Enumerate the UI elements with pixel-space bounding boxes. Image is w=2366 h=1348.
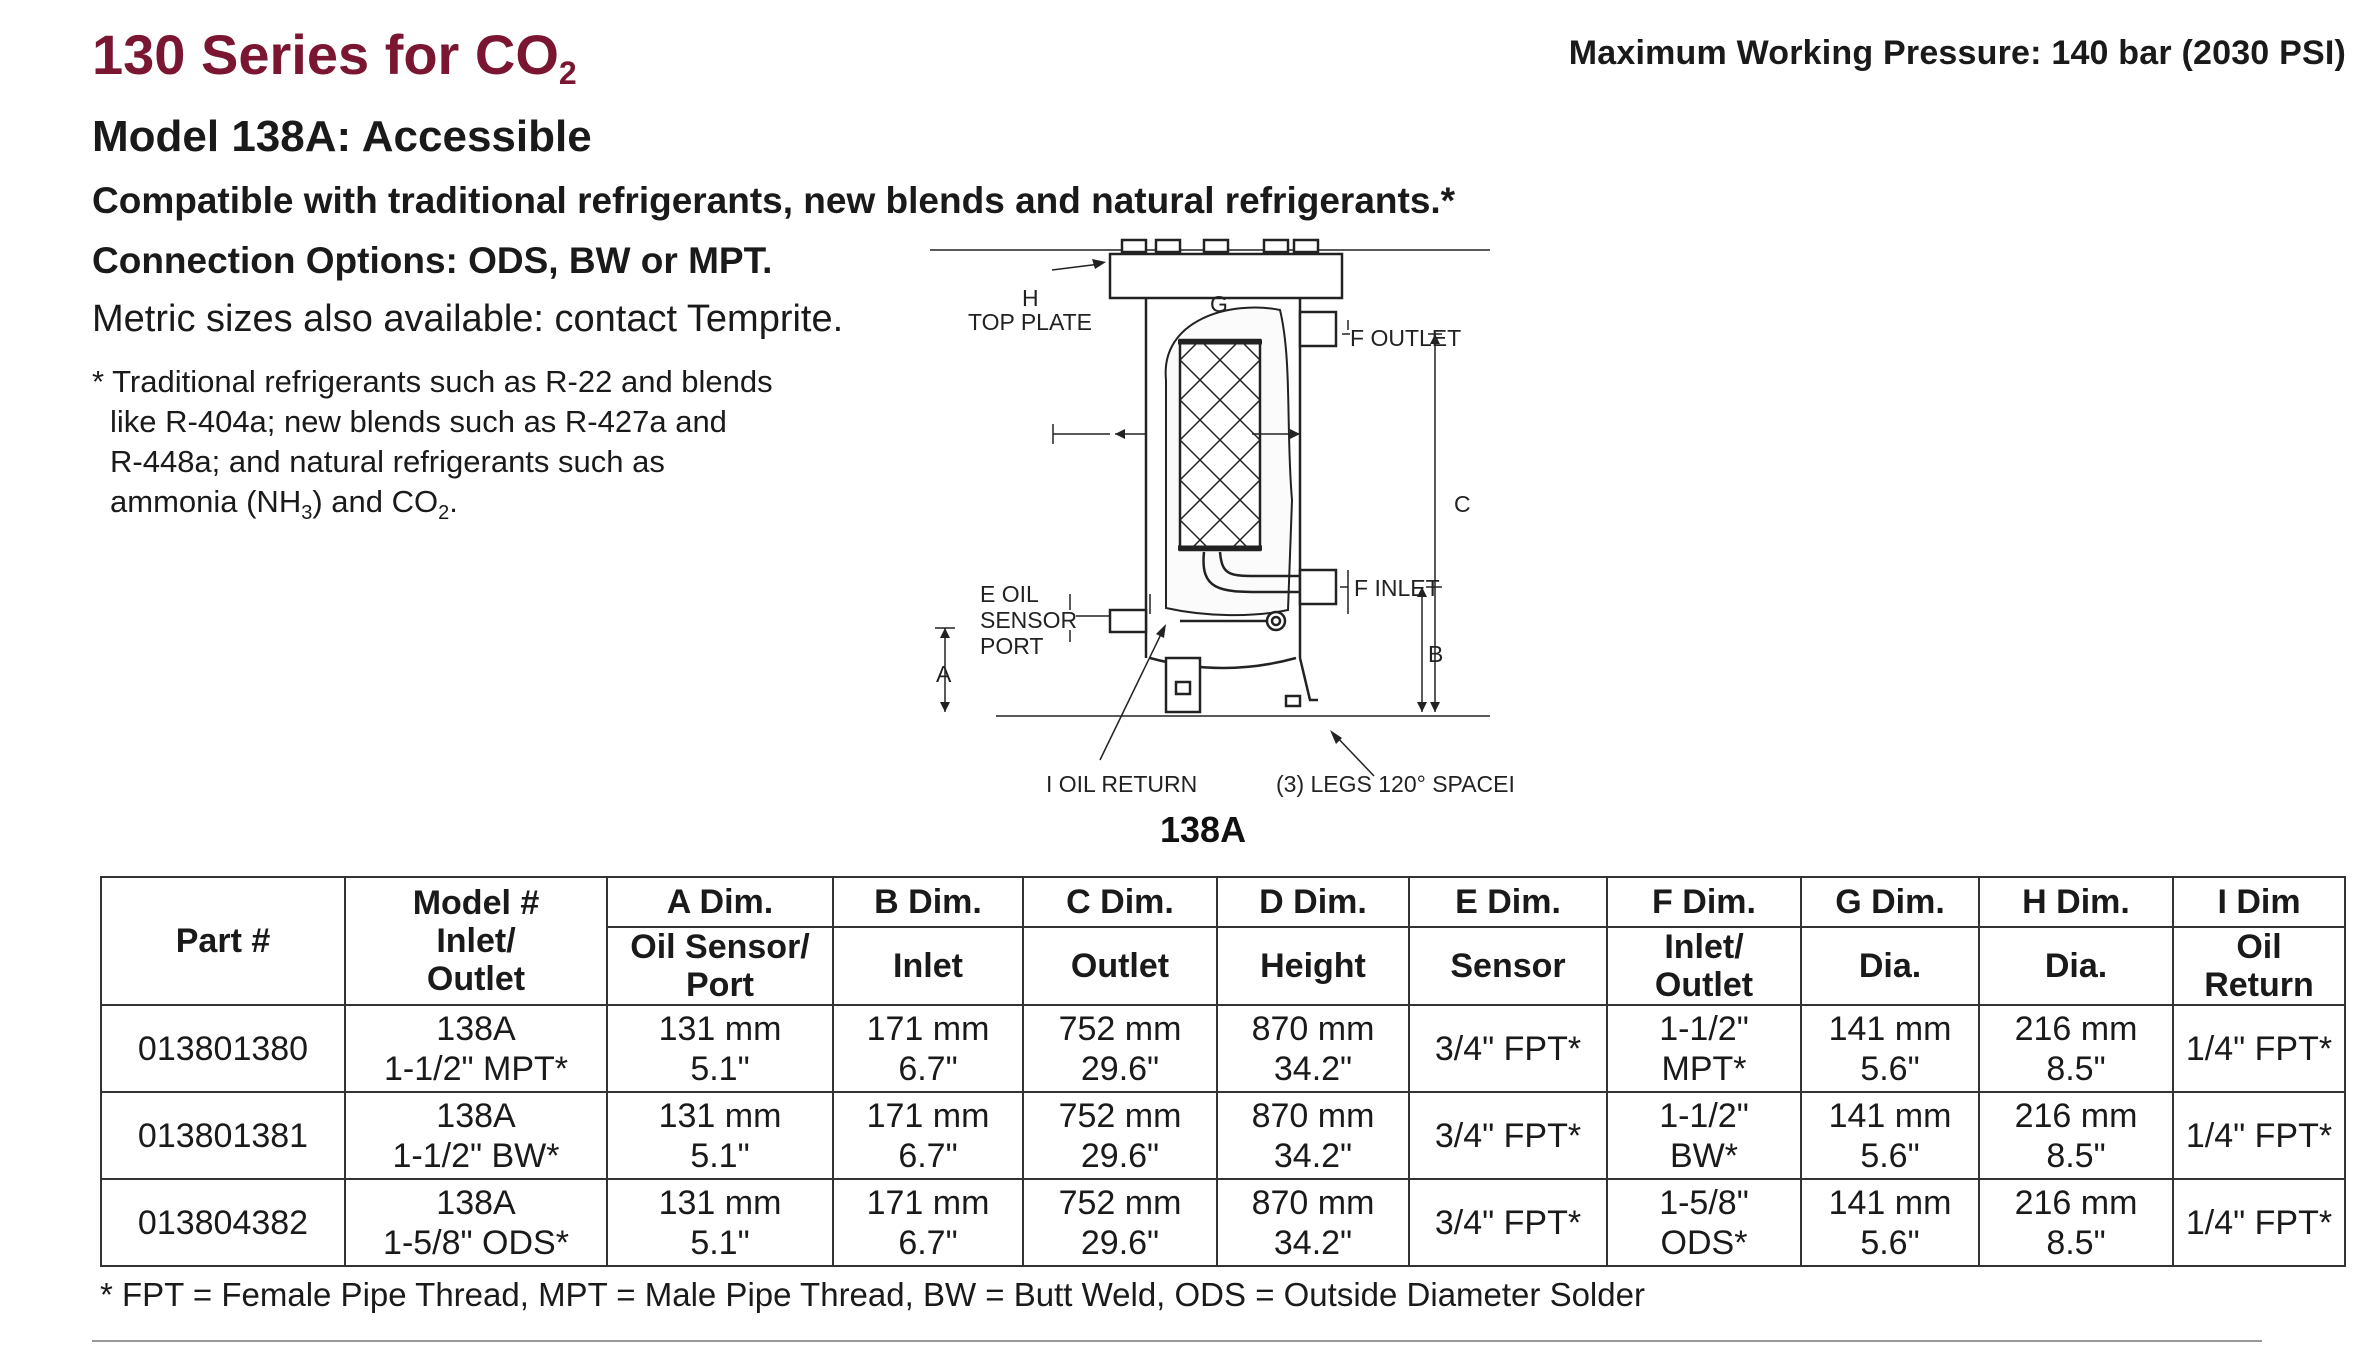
cell-d: 870 mm 34.2" (1217, 1005, 1409, 1092)
cell-c: 752 mm 29.6" (1023, 1005, 1217, 1092)
header-b-dim: B Dim. (833, 877, 1023, 927)
diagram-caption: 138A (1160, 809, 1247, 850)
cell-e: 3/4" FPT* (1409, 1005, 1607, 1092)
header-c-sub: Outlet (1023, 927, 1217, 1005)
title-subscript: 2 (558, 55, 577, 91)
model-heading: Model 138A: Accessible (92, 112, 592, 161)
specification-table (100, 876, 2346, 1267)
header-model: Model # Inlet/ Outlet (345, 877, 607, 1005)
cell-a: 131 mm 5.1" (607, 1179, 833, 1266)
label-e-port: PORT (980, 633, 1044, 659)
connection-options: Connection Options: ODS, BW or MPT. (92, 240, 773, 281)
cell-model: 138A 1-1/2" MPT* (345, 1005, 607, 1092)
cell-d: 870 mm 34.2" (1217, 1179, 1409, 1266)
oil-separator-diagram (930, 230, 1515, 860)
cell-h: 216 mm 8.5" (1979, 1092, 2173, 1179)
label-h: H (1022, 285, 1039, 311)
cell-f: 1-1/2" BW* (1607, 1092, 1801, 1179)
header-g-sub: Dia. (1801, 927, 1979, 1005)
cell-c: 752 mm 29.6" (1023, 1092, 1217, 1179)
max-working-pressure: Maximum Working Pressure: 140 bar (2030 PSI) (1568, 34, 2346, 72)
cell-b: 171 mm 6.7" (833, 1005, 1023, 1092)
header-d-sub: Height (1217, 927, 1409, 1005)
cell-g: 141 mm 5.6" (1801, 1179, 1979, 1266)
cell-a: 131 mm 5.1" (607, 1005, 833, 1092)
header-e-sub: Sensor (1409, 927, 1607, 1005)
bottom-divider (92, 1340, 2262, 1342)
page-title: 130 Series for $CO_2$ (92, 23, 577, 91)
label-b: B (1428, 641, 1444, 667)
note-line-1: * Traditional refrigerants such as R-22 and blends (92, 364, 773, 399)
cell-part: 013801380 (101, 1005, 345, 1092)
cell-h: 216 mm 8.5" (1979, 1179, 2173, 1266)
table-row (101, 1179, 2345, 1266)
cell-model: 138A 1-5/8" ODS* (345, 1179, 607, 1266)
cell-c: 752 mm 29.6" (1023, 1179, 1217, 1266)
label-i-oil-return: I OIL RETURN (1046, 771, 1198, 797)
header-b-sub: Inlet (833, 927, 1023, 1005)
compatibility-text: Compatible with traditional refrigerants, new blends and natural refrigerants.* (92, 180, 1456, 221)
cell-part: 013804382 (101, 1179, 345, 1266)
header-i-dim: I Dim (2173, 877, 2345, 927)
metric-sizes-text: Metric sizes also available: contact Temprite. (92, 298, 844, 340)
header-h-dim: H Dim. (1979, 877, 2173, 927)
cell-g: 141 mm 5.6" (1801, 1092, 1979, 1179)
label-e-sensor: SENSOR (980, 607, 1078, 633)
cell-a: 131 mm 5.1" (607, 1092, 833, 1179)
header-i-sub: Oil Return (2173, 927, 2345, 1005)
header-d-dim: D Dim. (1217, 877, 1409, 927)
cell-i: 1/4" FPT* (2173, 1005, 2345, 1092)
label-a: A (936, 661, 952, 687)
label-top-plate: TOP PLATE (968, 309, 1092, 335)
note-line-4: ammonia $(NH_3)$ and $CO_2$. (110, 484, 458, 525)
cell-g: 141 mm 5.6" (1801, 1005, 1979, 1092)
cell-e: 3/4" FPT* (1409, 1179, 1607, 1266)
note-line-3: R-448a; and natural refrigerants such as (110, 444, 665, 479)
header-g-dim: G Dim. (1801, 877, 1979, 927)
label-legs: (3) LEGS 120° SPACEI (1276, 771, 1515, 797)
note-line-2: like R-404a; new blends such as R-427a and (110, 404, 727, 439)
header-a-sub: Oil Sensor/ Port (607, 927, 833, 1005)
cell-f: 1-1/2" MPT* (1607, 1005, 1801, 1092)
cell-e: 3/4" FPT* (1409, 1092, 1607, 1179)
label-f-inlet: F INLET (1354, 575, 1440, 601)
refrigerant-footnote (92, 362, 812, 533)
label-c: C (1454, 491, 1471, 517)
header-h-sub: Dia. (1979, 927, 2173, 1005)
cell-h: 216 mm 8.5" (1979, 1005, 2173, 1092)
cell-b: 171 mm 6.7" (833, 1179, 1023, 1266)
cell-f: 1-5/8" ODS* (1607, 1179, 1801, 1266)
table-footnote: * FPT = Female Pipe Thread, MPT = Male Pipe Thread, BW = Butt Weld, ODS = Outside Diameter Solder (100, 1276, 1645, 1313)
header-a-dim: A Dim. (607, 877, 833, 927)
label-f-outlet: F OUTLET (1350, 325, 1462, 351)
cell-i: 1/4" FPT* (2173, 1179, 2345, 1266)
cell-part: 013801381 (101, 1092, 345, 1179)
header-c-dim: C Dim. (1023, 877, 1217, 927)
header-e-dim: E Dim. (1409, 877, 1607, 927)
header-f-sub: Inlet/ Outlet (1607, 927, 1801, 1005)
cell-b: 171 mm 6.7" (833, 1092, 1023, 1179)
label-g: G (1210, 291, 1228, 317)
label-e-oil: E OIL (980, 581, 1039, 607)
header-f-dim: F Dim. (1607, 877, 1801, 927)
header-part: Part # (101, 877, 345, 1005)
table-row (101, 1092, 2345, 1179)
table-row (101, 1005, 2345, 1092)
cell-model: 138A 1-1/2" BW* (345, 1092, 607, 1179)
cell-i: 1/4" FPT* (2173, 1092, 2345, 1179)
cell-d: 870 mm 34.2" (1217, 1092, 1409, 1179)
